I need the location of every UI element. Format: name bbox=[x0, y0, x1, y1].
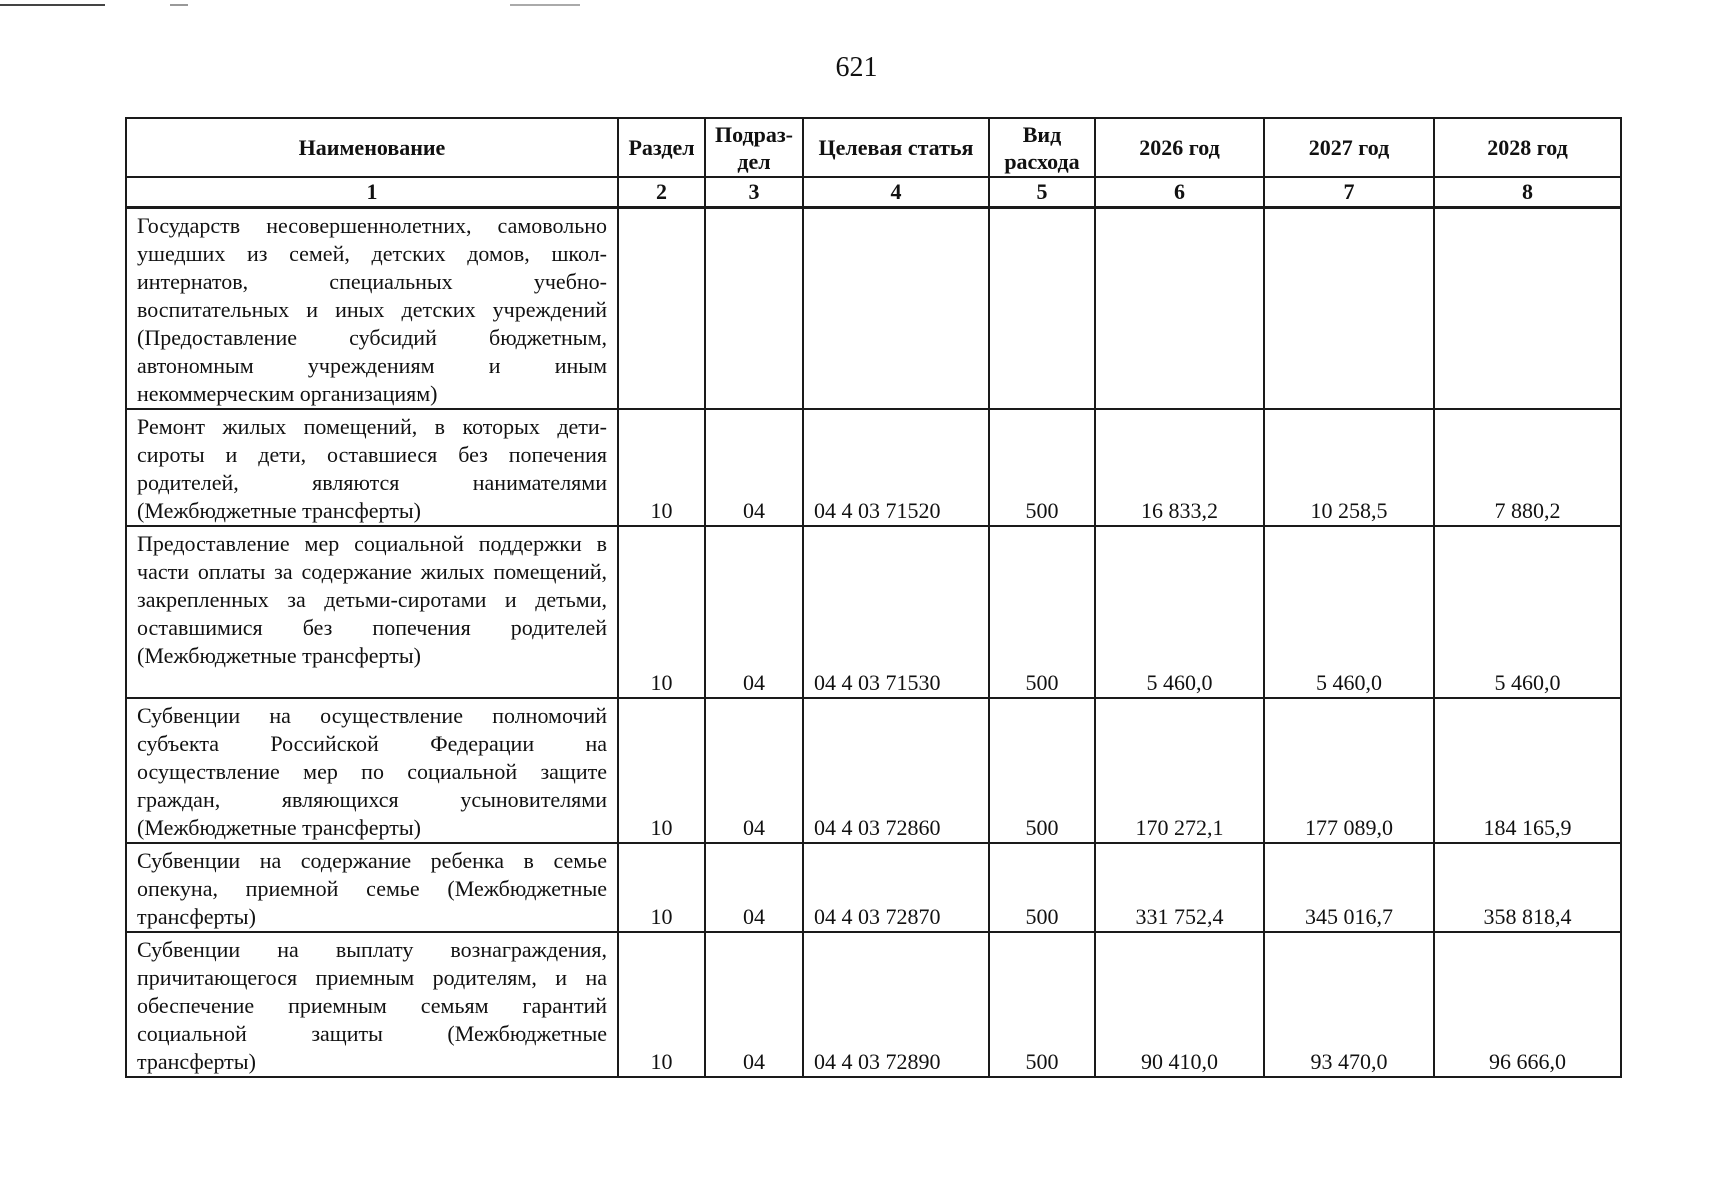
row-section: 10 bbox=[618, 698, 705, 843]
row-section: 10 bbox=[618, 932, 705, 1077]
budget-table bbox=[125, 117, 1622, 1078]
header-row bbox=[126, 118, 1621, 177]
table-row bbox=[126, 932, 1621, 1077]
row-target-item: 04 4 03 72860 bbox=[803, 698, 989, 843]
row-value-2028: 5 460,0 bbox=[1434, 526, 1621, 698]
row-name: Предоставление мер социальной поддержки в части оплаты за содержание жилых помещений, закрепленных за детьми-сиротами и детьми, оставшимися без попечения родителей (Межбюджетные трансферты) bbox=[126, 526, 618, 698]
row-target-item: 04 4 03 71530 bbox=[803, 526, 989, 698]
column-number: 6 bbox=[1095, 177, 1264, 208]
row-value-2026: 5 460,0 bbox=[1095, 526, 1264, 698]
table-row bbox=[126, 698, 1621, 843]
column-number: 4 bbox=[803, 177, 989, 208]
row-target-item: 04 4 03 71520 bbox=[803, 409, 989, 526]
scan-mark bbox=[170, 4, 188, 6]
table-row bbox=[126, 843, 1621, 932]
scan-mark bbox=[0, 4, 105, 6]
row-expense-type: 500 bbox=[989, 843, 1095, 932]
table-row bbox=[126, 526, 1621, 698]
row-value-2026: 90 410,0 bbox=[1095, 932, 1264, 1077]
header-2026: 2026 год bbox=[1095, 118, 1264, 177]
header-2027: 2027 год bbox=[1264, 118, 1434, 177]
header-section: Раздел bbox=[618, 118, 705, 177]
column-number: 1 bbox=[126, 177, 618, 208]
scan-mark bbox=[510, 4, 580, 6]
table-row bbox=[126, 409, 1621, 526]
row-target-item bbox=[803, 208, 989, 410]
row-section: 10 bbox=[618, 526, 705, 698]
row-value-2026: 170 272,1 bbox=[1095, 698, 1264, 843]
row-expense-type: 500 bbox=[989, 526, 1095, 698]
page-number: 621 bbox=[835, 52, 878, 83]
row-value-2027: 5 460,0 bbox=[1264, 526, 1434, 698]
row-expense-type: 500 bbox=[989, 932, 1095, 1077]
column-number: 2 bbox=[618, 177, 705, 208]
row-value-2027: 177 089,0 bbox=[1264, 698, 1434, 843]
row-subsection bbox=[705, 208, 803, 410]
header-expense-type: Вид расхода bbox=[989, 118, 1095, 177]
row-value-2027: 10 258,5 bbox=[1264, 409, 1434, 526]
row-value-2027: 345 016,7 bbox=[1264, 843, 1434, 932]
row-value-2028: 184 165,9 bbox=[1434, 698, 1621, 843]
row-value-2026 bbox=[1095, 208, 1264, 410]
column-number: 7 bbox=[1264, 177, 1434, 208]
row-name: Ремонт жилых помещений, в которых дети-сироты и дети, оставшиеся без попечения родителей, являются нанимателями (Межбюджетные трансферты) bbox=[126, 409, 618, 526]
row-subsection: 04 bbox=[705, 698, 803, 843]
row-subsection: 04 bbox=[705, 409, 803, 526]
table-row bbox=[126, 208, 1621, 410]
row-value-2028: 358 818,4 bbox=[1434, 843, 1621, 932]
column-number: 3 bbox=[705, 177, 803, 208]
row-value-2027 bbox=[1264, 208, 1434, 410]
header-name: Наименование bbox=[126, 118, 618, 177]
row-expense-type bbox=[989, 208, 1095, 410]
row-value-2027: 93 470,0 bbox=[1264, 932, 1434, 1077]
header-subsection: Подраз-дел bbox=[705, 118, 803, 177]
row-expense-type: 500 bbox=[989, 698, 1095, 843]
row-subsection: 04 bbox=[705, 526, 803, 698]
row-value-2028 bbox=[1434, 208, 1621, 410]
column-number-row bbox=[126, 177, 1621, 208]
row-section: 10 bbox=[618, 409, 705, 526]
row-value-2026: 331 752,4 bbox=[1095, 843, 1264, 932]
row-target-item: 04 4 03 72890 bbox=[803, 932, 989, 1077]
header-2028: 2028 год bbox=[1434, 118, 1621, 177]
row-target-item: 04 4 03 72870 bbox=[803, 843, 989, 932]
row-section: 10 bbox=[618, 843, 705, 932]
row-value-2028: 96 666,0 bbox=[1434, 932, 1621, 1077]
row-name: Субвенции на осуществление полномочий субъекта Российской Федерации на осуществление мер по социальной защите граждан, являющихся усыновителями (Межбюджетные трансферты) bbox=[126, 698, 618, 843]
row-value-2028: 7 880,2 bbox=[1434, 409, 1621, 526]
row-subsection: 04 bbox=[705, 932, 803, 1077]
row-value-2026: 16 833,2 bbox=[1095, 409, 1264, 526]
column-number: 8 bbox=[1434, 177, 1621, 208]
row-subsection: 04 bbox=[705, 843, 803, 932]
header-target-item: Целевая статья bbox=[803, 118, 989, 177]
row-name: Субвенции на содержание ребенка в семье опекуна, приемной семье (Межбюджетные трансферты) bbox=[126, 843, 618, 932]
column-number: 5 bbox=[989, 177, 1095, 208]
row-name: Субвенции на выплату вознаграждения, причитающегося приемным родителям, и на обеспечение приемным семьям гарантий социальной защиты (Межбюджетные трансферты) bbox=[126, 932, 618, 1077]
row-name: Государств несовершеннолетних, самовольно ушедших из семей, детских домов, школ-интернатов, специальных учебно-воспитательных и иных детских учреждений (Предоставление субсидий бюджетным, автономным учреждениям и иным некоммерческим организациям) bbox=[126, 208, 618, 410]
row-section bbox=[618, 208, 705, 410]
row-expense-type: 500 bbox=[989, 409, 1095, 526]
